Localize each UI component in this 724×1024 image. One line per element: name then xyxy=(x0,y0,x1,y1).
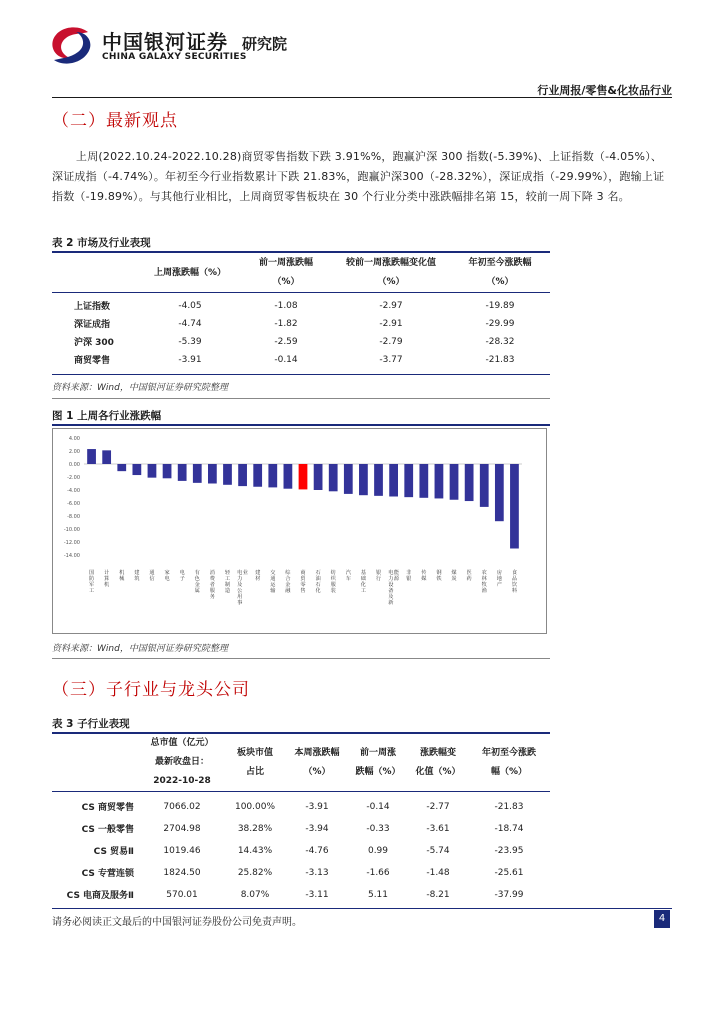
x-tick-label: 轻工制造 xyxy=(224,570,231,594)
y-tick-label: -10.00 xyxy=(63,527,80,533)
col-header-last-week: 上周涨跌幅（%） xyxy=(153,267,227,278)
bar-综合金融 xyxy=(284,464,293,489)
x-tick-label: 煤炭 xyxy=(451,570,457,582)
y-tick-label: -2.00 xyxy=(67,475,80,481)
bar-钢铁 xyxy=(435,464,444,498)
figure1-caption: 图 1 上周各行业涨跌幅 xyxy=(52,410,162,422)
sub-industry-table: 总市值（亿元） 最新收盘日： 2022-10-28 板块市值 占比 本周涨跌幅 （%） 前一周涨 跌幅（%） 涨跌幅变 化值（%） 年初至今涨跌 幅（%） CS 商贸零售 7066.02 100.00% -3.91 -0.14 -2.77 -21.83 CS 一般零售 2704.98 38.28% -3.94 -0.33 -3.61 -18.74 CS 贸易Ⅱ 1019.46 14.43% -4.76 0.99 -5.74 -23.95 CS 专营连锁 1824.50 25.82% -3.13 -1.66 -1.48 -25.61 CS 电商及服务Ⅱ 570.01 8.07% -3.11 5.11 -8.21 -37.99 xyxy=(52,734,550,906)
table-row: CS 商贸零售 7066.02 100.00% -3.91 -0.14 -2.77 -21.83 xyxy=(81,801,524,813)
bar-商贸零售 xyxy=(299,464,308,489)
bar-国防军工 xyxy=(87,449,96,464)
y-tick-label: -4.00 xyxy=(67,488,80,494)
bar-有色金属 xyxy=(193,464,202,483)
bar-建筑 xyxy=(132,464,141,475)
x-tick-label: 非银 xyxy=(406,570,412,582)
x-tick-label: 电力及公用事业 xyxy=(237,570,248,606)
bar-石油石化 xyxy=(314,464,323,490)
table-row: CS 电商及服务Ⅱ 570.01 8.07% -3.11 5.11 -8.21 -37.99 xyxy=(66,889,524,901)
col-header-ytd: 年初至今涨跌 xyxy=(481,747,536,758)
x-tick-label: 交通运输 xyxy=(270,570,276,594)
table-row: CS 一般零售 2704.98 38.28% -3.94 -0.33 -3.61 -18.74 xyxy=(81,823,524,835)
institute-name: 研究院 xyxy=(242,35,288,53)
table2-caption: 表 2 市场及行业表现 xyxy=(52,237,151,249)
table-row: 深证成指 -4.74 -1.82 -2.91 -29.99 xyxy=(74,318,515,330)
x-tick-label: 农林牧渔 xyxy=(481,570,487,594)
bar-基础化工 xyxy=(359,464,368,495)
x-tick-label: 汽车 xyxy=(345,570,351,582)
x-tick-label: 通信 xyxy=(149,570,155,582)
bar-传媒 xyxy=(419,464,428,498)
col-header-change: 较前一周涨跌幅变化值 xyxy=(345,258,436,268)
x-tick-label: 电力设备及新能源 xyxy=(388,570,400,606)
bar-家电 xyxy=(163,464,172,478)
summary-paragraph: 上周(2022.10.24-2022.10.28)商贸零售指数下跌 3.91%%，跑赢沪深 300 指数(-5.39%)、上证指数（-4.05%）、深证成指（-4.74%）。年初至今行业指数累计下跌 21.83%，跑赢沪深300（-28.32%），深证成指（-29.99%），跑输上证指数（-19.89%）。与其他行业相比，上周商贸零售板块在 30 个行业分类中涨跌幅排名第 15，较前一周下降 3 名。 xyxy=(52,150,665,203)
industry-returns-chart xyxy=(52,428,547,634)
table2-source-rule xyxy=(52,398,550,399)
bar-非银 xyxy=(404,464,413,497)
bar-电子 xyxy=(178,464,187,481)
x-tick-label: 商贸零售 xyxy=(300,570,306,594)
bar-煤炭 xyxy=(450,464,459,500)
report-type: 行业周报/零售&化妆品行业 xyxy=(537,84,672,97)
col-header-share: 板块市值 xyxy=(236,747,273,758)
section-title-sub-industries: （三）子行业与龙头公司 xyxy=(52,680,250,700)
bar-交通运输 xyxy=(268,464,277,487)
page-number: 4 xyxy=(654,910,670,928)
galaxy-logo-icon xyxy=(48,24,94,66)
col-header-mktcap: 总市值（亿元） xyxy=(150,738,214,748)
col-header-prev: 前一周涨 xyxy=(359,747,396,758)
bar-建材 xyxy=(253,464,262,487)
bar-电力设备及新能源 xyxy=(389,464,398,497)
bar-机械 xyxy=(117,464,126,471)
bar-医药 xyxy=(465,464,474,501)
x-tick-label: 家电 xyxy=(164,570,170,582)
y-tick-label: 0.00 xyxy=(68,462,80,468)
x-tick-label: 机械 xyxy=(119,570,125,582)
x-tick-label: 综合金融 xyxy=(285,570,291,594)
x-tick-label: 有色金属 xyxy=(194,570,200,594)
bar-汽车 xyxy=(344,464,353,494)
bar-消费者服务 xyxy=(208,464,217,484)
x-tick-label: 电子 xyxy=(179,570,185,582)
figure1-source: 资料来源：Wind，中国银河证券研究院整理 xyxy=(52,644,228,654)
y-tick-label: -8.00 xyxy=(67,514,80,520)
bar-银行 xyxy=(374,464,383,496)
table2-source: 资料来源：Wind，中国银河证券研究院整理 xyxy=(52,383,228,393)
figure1-source-rule xyxy=(52,658,550,659)
table-row: 上证指数 -4.05 -1.08 -2.97 -19.89 xyxy=(74,300,515,312)
col-header-prev-week: 前一周涨跌幅 xyxy=(258,258,313,268)
header-divider xyxy=(52,97,672,98)
footer-divider xyxy=(52,908,672,909)
brand-name: 中国银河证券 xyxy=(102,30,228,54)
table-row: 商贸零售 -3.91 -0.14 -3.77 -21.83 xyxy=(74,354,515,366)
col-header-chg: 涨跌幅变 xyxy=(419,747,456,758)
col-header-week: 本周涨跌幅 xyxy=(294,747,340,758)
x-tick-label: 建筑 xyxy=(134,570,140,582)
bar-计算机 xyxy=(102,450,111,464)
table2-bottom-rule xyxy=(52,374,550,375)
y-tick-label: 2.00 xyxy=(68,449,80,455)
bar-纺织服装 xyxy=(329,464,338,491)
bar-轻工制造 xyxy=(223,464,232,485)
x-tick-label: 医药 xyxy=(466,570,472,582)
bar-电力及公用事业 xyxy=(238,464,247,486)
market-performance-table: 上周涨跌幅（%） 前一周涨跌幅 （%） 较前一周涨跌幅变化值 （%） 年初至今涨跌幅 （%） 上证指数 -4.05 -1.08 -2.97 -19.89 深证成指 -4.74 -1.82 -2.91 -29.99 沪深 300 -5.39 -2.59 -2.79 -28.32 商贸零售 -3.91 -0.14 -3.77 -21.83 xyxy=(52,254,550,369)
y-tick-label: 4.00 xyxy=(68,436,80,442)
bar-房地产 xyxy=(495,464,504,521)
disclaimer-note: 请务必阅读正文最后的中国银河证券股份公司免责声明。 xyxy=(52,917,302,928)
x-tick-label: 银行 xyxy=(375,570,382,582)
y-tick-label: -12.00 xyxy=(63,540,80,546)
x-tick-label: 国防军工 xyxy=(88,570,95,594)
y-tick-label: -14.00 xyxy=(63,553,80,559)
bar-通信 xyxy=(148,464,157,478)
y-tick-label: -6.00 xyxy=(67,501,80,507)
x-tick-label: 传媒 xyxy=(421,570,427,582)
bar-农林牧渔 xyxy=(480,464,489,507)
x-tick-label: 石油石化 xyxy=(315,570,321,594)
brand-name-en: CHINA GALAXY SECURITIES xyxy=(102,52,247,62)
x-tick-label: 纺织服装 xyxy=(330,570,336,594)
bar-食品饮料 xyxy=(510,464,519,549)
x-tick-label: 食品饮料 xyxy=(511,570,518,594)
table2-top-rule xyxy=(52,251,550,253)
figure1-top-rule xyxy=(52,424,550,426)
x-tick-label: 钢铁 xyxy=(436,570,442,582)
table-row: CS 专营连锁 1824.50 25.82% -3.13 -1.66 -1.48 -25.61 xyxy=(81,867,524,879)
col-header-ytd: 年初至今涨跌幅 xyxy=(468,258,532,268)
table-row: 沪深 300 -5.39 -2.59 -2.79 -28.32 xyxy=(74,336,515,348)
table3-caption: 表 3 子行业表现 xyxy=(52,718,130,730)
table-row: CS 贸易Ⅱ 1019.46 14.43% -4.76 0.99 -5.74 -23.95 xyxy=(93,845,524,857)
x-tick-label: 建材 xyxy=(255,570,261,582)
x-tick-label: 计算机 xyxy=(104,570,110,588)
section-title-latest-view: （二）最新观点 xyxy=(52,111,178,131)
x-tick-label: 基础化工 xyxy=(360,570,367,594)
x-tick-label: 消费者服务 xyxy=(209,570,215,600)
x-tick-label: 房地产 xyxy=(496,570,502,588)
